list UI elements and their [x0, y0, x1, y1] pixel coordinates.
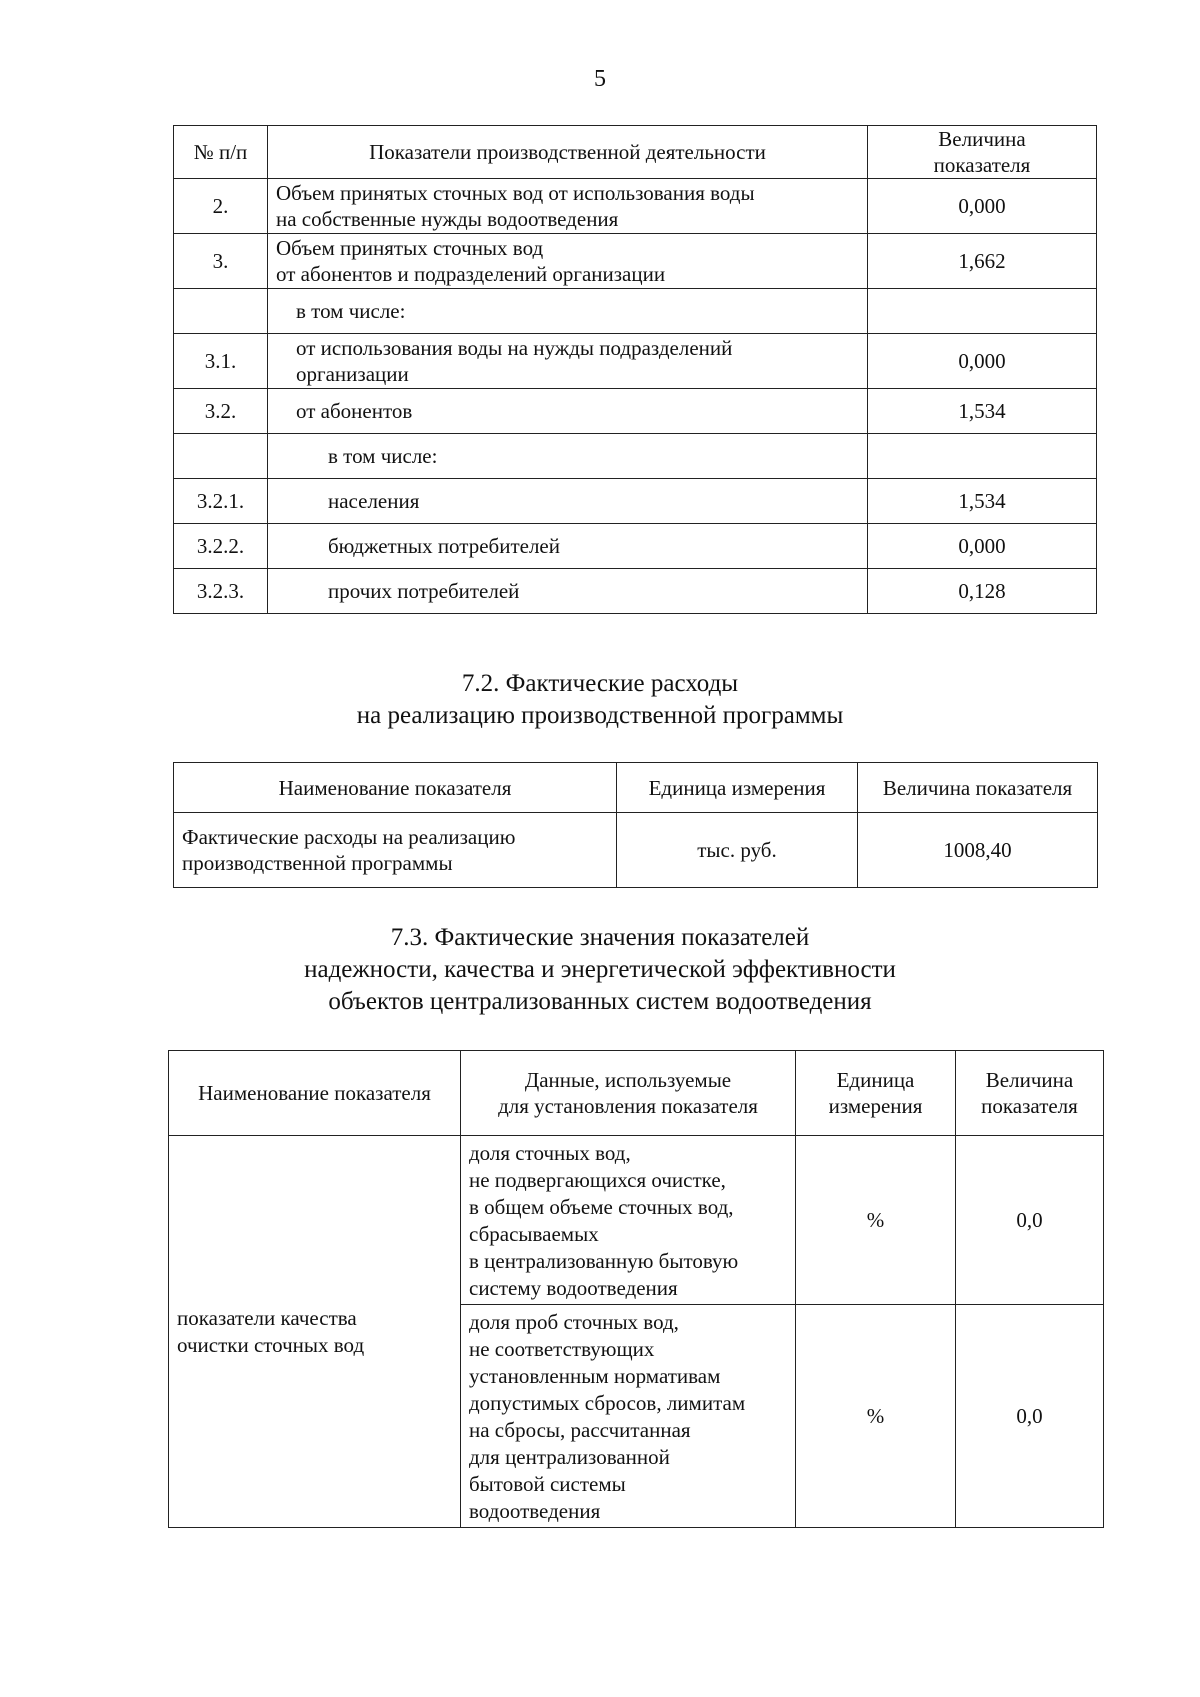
row-number [174, 434, 268, 479]
row-label: прочих потребителей [268, 569, 868, 614]
column-header-indicator: Показатели производственной деятельности [268, 126, 868, 179]
row-number [174, 289, 268, 334]
row-value: 0,128 [868, 569, 1097, 614]
table-row [174, 434, 1097, 479]
column-header-name: Наименование показателя [169, 1051, 461, 1136]
row-data-description: доля проб сточных вод, не соответствующих установленным нормативам допустимых сбросов, лимитам на сбросы, рассчитанная для централизованной бытовой системы водоотведения [461, 1305, 796, 1528]
table-row [174, 334, 1097, 389]
row-label: в том числе: [268, 289, 868, 334]
row-label: Фактические расходы на реализацию производственной программы [174, 813, 617, 888]
table-header-row [174, 763, 1098, 813]
row-unit: % [796, 1136, 956, 1305]
row-unit: тыс. руб. [617, 813, 858, 888]
row-value: 0,0 [956, 1305, 1104, 1528]
table-row [174, 289, 1097, 334]
table-row [174, 524, 1097, 569]
row-value: 0,0 [956, 1136, 1104, 1305]
row-label: в том числе: [268, 434, 868, 479]
row-number: 3.2.3. [174, 569, 268, 614]
section-title-7-3: 7.3. Фактические значения показателей надежности, качества и энергетической эффективности объектов централизованных систем водоотведения [304, 924, 896, 1015]
row-label: от абонентов [268, 389, 868, 434]
row-value: 0,000 [868, 334, 1097, 389]
row-number: 3.1. [174, 334, 268, 389]
column-header-value: Величина показателя [858, 763, 1098, 813]
row-number: 3.2.2. [174, 524, 268, 569]
quality-indicators-table [168, 1050, 1104, 1528]
column-header-unit: Единица измерения [617, 763, 858, 813]
row-label: Объем принятых сточных вод от абонентов и подразделений организации [268, 234, 868, 289]
actual-expenses-table [173, 762, 1098, 888]
row-value: 1,534 [868, 389, 1097, 434]
table-row [174, 569, 1097, 614]
column-header-data: Данные, используемые для установления показателя [461, 1051, 796, 1136]
row-value: 0,000 [868, 524, 1097, 569]
table-header-row [174, 126, 1097, 179]
table-row [174, 179, 1097, 234]
row-label: бюджетных потребителей [268, 524, 868, 569]
row-number: 3.2.1. [174, 479, 268, 524]
column-header-value: Величина показателя [868, 126, 1097, 179]
column-header-name: Наименование показателя [174, 763, 617, 813]
row-label: от использования воды на нужды подразделений организации [268, 334, 868, 389]
table-header-row [169, 1051, 1104, 1136]
row-value: 0,000 [868, 179, 1097, 234]
column-header-number: № п/п [174, 126, 268, 179]
row-unit: % [796, 1305, 956, 1528]
row-number: 3.2. [174, 389, 268, 434]
table-row [174, 234, 1097, 289]
column-header-value: Величина показателя [956, 1051, 1104, 1136]
table-row [169, 1136, 1104, 1305]
column-header-unit: Единица измерения [796, 1051, 956, 1136]
row-value: 1008,40 [858, 813, 1098, 888]
production-indicators-table [173, 125, 1097, 614]
row-value: 1,534 [868, 479, 1097, 524]
row-label: населения [268, 479, 868, 524]
row-value: 1,662 [868, 234, 1097, 289]
row-data-description: доля сточных вод, не подвергающихся очистке, в общем объеме сточных вод, сбрасываемых в централизованную бытовую систему водоотведения [461, 1136, 796, 1305]
table-row [174, 813, 1098, 888]
row-value [868, 434, 1097, 479]
page-number: 5 [594, 66, 606, 92]
row-label: Объем принятых сточных вод от использования воды на собственные нужды водоотведения [268, 179, 868, 234]
row-number: 2. [174, 179, 268, 234]
table-row [174, 479, 1097, 524]
section-title-7-2: 7.2. Фактические расходы на реализацию производственной программы [356, 670, 844, 729]
table-row [174, 389, 1097, 434]
row-number: 3. [174, 234, 268, 289]
indicator-group-name: показатели качества очистки сточных вод [169, 1136, 461, 1528]
row-value [868, 289, 1097, 334]
